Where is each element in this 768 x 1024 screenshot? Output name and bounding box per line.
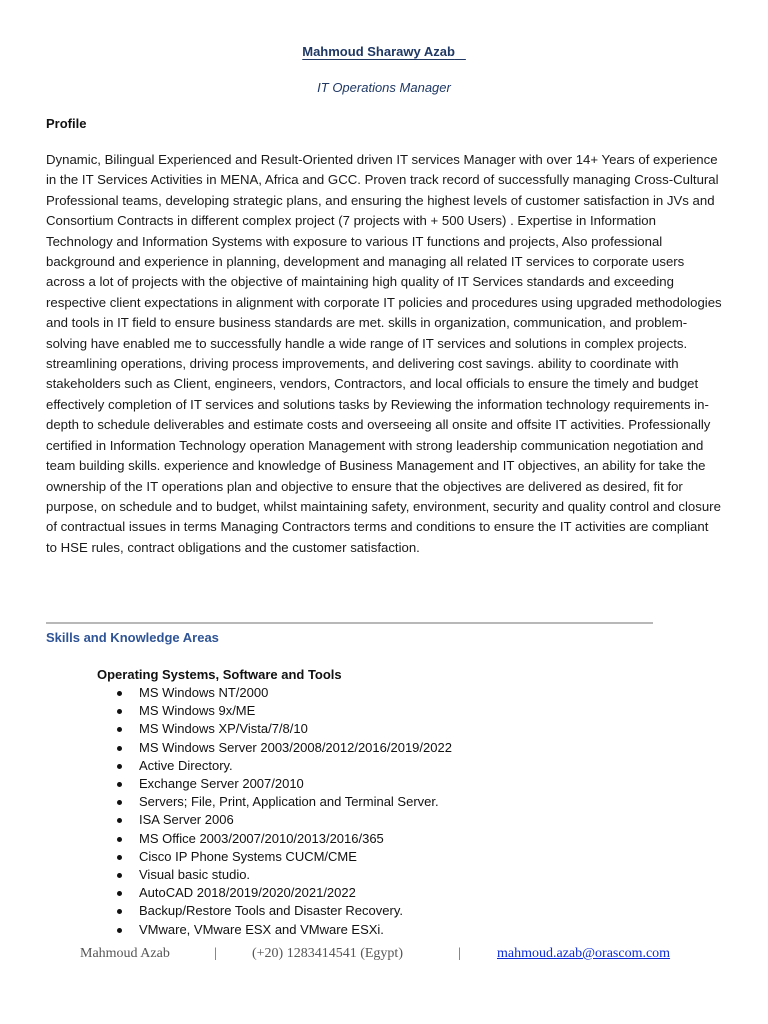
candidate-name: Mahmoud Sharawy Azab xyxy=(302,44,455,59)
os-software-tools-subheading: Operating Systems, Software and Tools xyxy=(97,667,342,682)
job-title: IT Operations Manager xyxy=(317,80,451,95)
list-item: MS Windows 9x/ME xyxy=(139,702,452,720)
profile-heading: Profile xyxy=(46,116,87,131)
list-item: Visual basic studio. xyxy=(139,866,452,884)
footer-separator: | xyxy=(214,946,217,961)
list-item: MS Windows Server 2003/2008/2012/2016/2019/2022 xyxy=(139,739,452,757)
list-item: MS Windows XP/Vista/7/8/10 xyxy=(139,720,452,738)
list-item: MS Windows NT/2000 xyxy=(139,684,452,702)
footer-phone: (+20) 1283414541 (Egypt) xyxy=(252,946,403,961)
list-item: Exchange Server 2007/2010 xyxy=(139,775,452,793)
list-item: ISA Server 2006 xyxy=(139,811,452,829)
list-item: Cisco IP Phone Systems CUCM/CME xyxy=(139,848,452,866)
list-item: Servers; File, Print, Application and Terminal Server. xyxy=(139,793,452,811)
skills-list xyxy=(139,684,452,939)
section-divider xyxy=(46,622,653,624)
list-item: AutoCAD 2018/2019/2020/2021/2022 xyxy=(139,884,452,902)
profile-paragraph: Dynamic, Bilingual Experienced and Result-Oriented driven IT services Manager with over 14+ Years of experience in the IT Services Activities in MENA, Africa and GCC. Proven track record of successfully managing Cross-Cultural Professional teams, developing strategic plans, and ensuring the highest levels of customer satisfaction in JVs and Consortium Contracts in different complex project (7 projects with + 500 Users) . Expertise in Information Technology and Information Systems with exposure to various IT functions and projects, Also professional background and experience in planning, development and managing all related IT services to corporate users across a lot of projects with the objective of maintaining high quality of IT Services standards and exceeding respective client expectations in alignment with corporate IT policies and procedures using upgraded methodologies and tools in IT field to ensure business standards are met. skills in organization, communication, and problem-solving have enabled me to successfully handle a wide range of IT services and solutions in complex projects. streamlining operations, driving process improvements, and delivering cost savings. ability to coordinate with stakeholders such as Client, engineers, vendors, Contractors, and local officials to ensure the timely and budget effectively completion of IT services and solutions tasks by Reviewing the information technology requirements in-depth to schedule deliverables and estimate costs and overseeing all onsite and offsite IT activities. Professionally certified in Information Technology operation Management with strong leadership communication negotiation and team building skills. experience and knowledge of Business Management and IT objectives, an ability for take the ownership of the IT operations plan and objective to ensure that the objectives are delivered as desired, fit for purpose, on schedule and to budget, whilst maintaining safety, environment, security and quality control and closure of contractual issues in terms Managing Contractors terms and conditions to ensure the IT activities are compliant to HSE rules, contract obligations and the customer satisfaction. xyxy=(46,152,722,555)
list-item: Active Directory. xyxy=(139,757,452,775)
list-item: Backup/Restore Tools and Disaster Recovery. xyxy=(139,902,452,920)
skills-heading: Skills and Knowledge Areas xyxy=(46,630,219,645)
footer-email-link[interactable]: mahmoud.azab@orascom.com xyxy=(497,946,671,961)
list-item: VMware, VMware ESX and VMware ESXi. xyxy=(139,921,452,939)
footer-name: Mahmoud Azab xyxy=(80,946,170,961)
list-item: MS Office 2003/2007/2010/2013/2016/365 xyxy=(139,830,452,848)
footer-separator: | xyxy=(458,946,461,961)
